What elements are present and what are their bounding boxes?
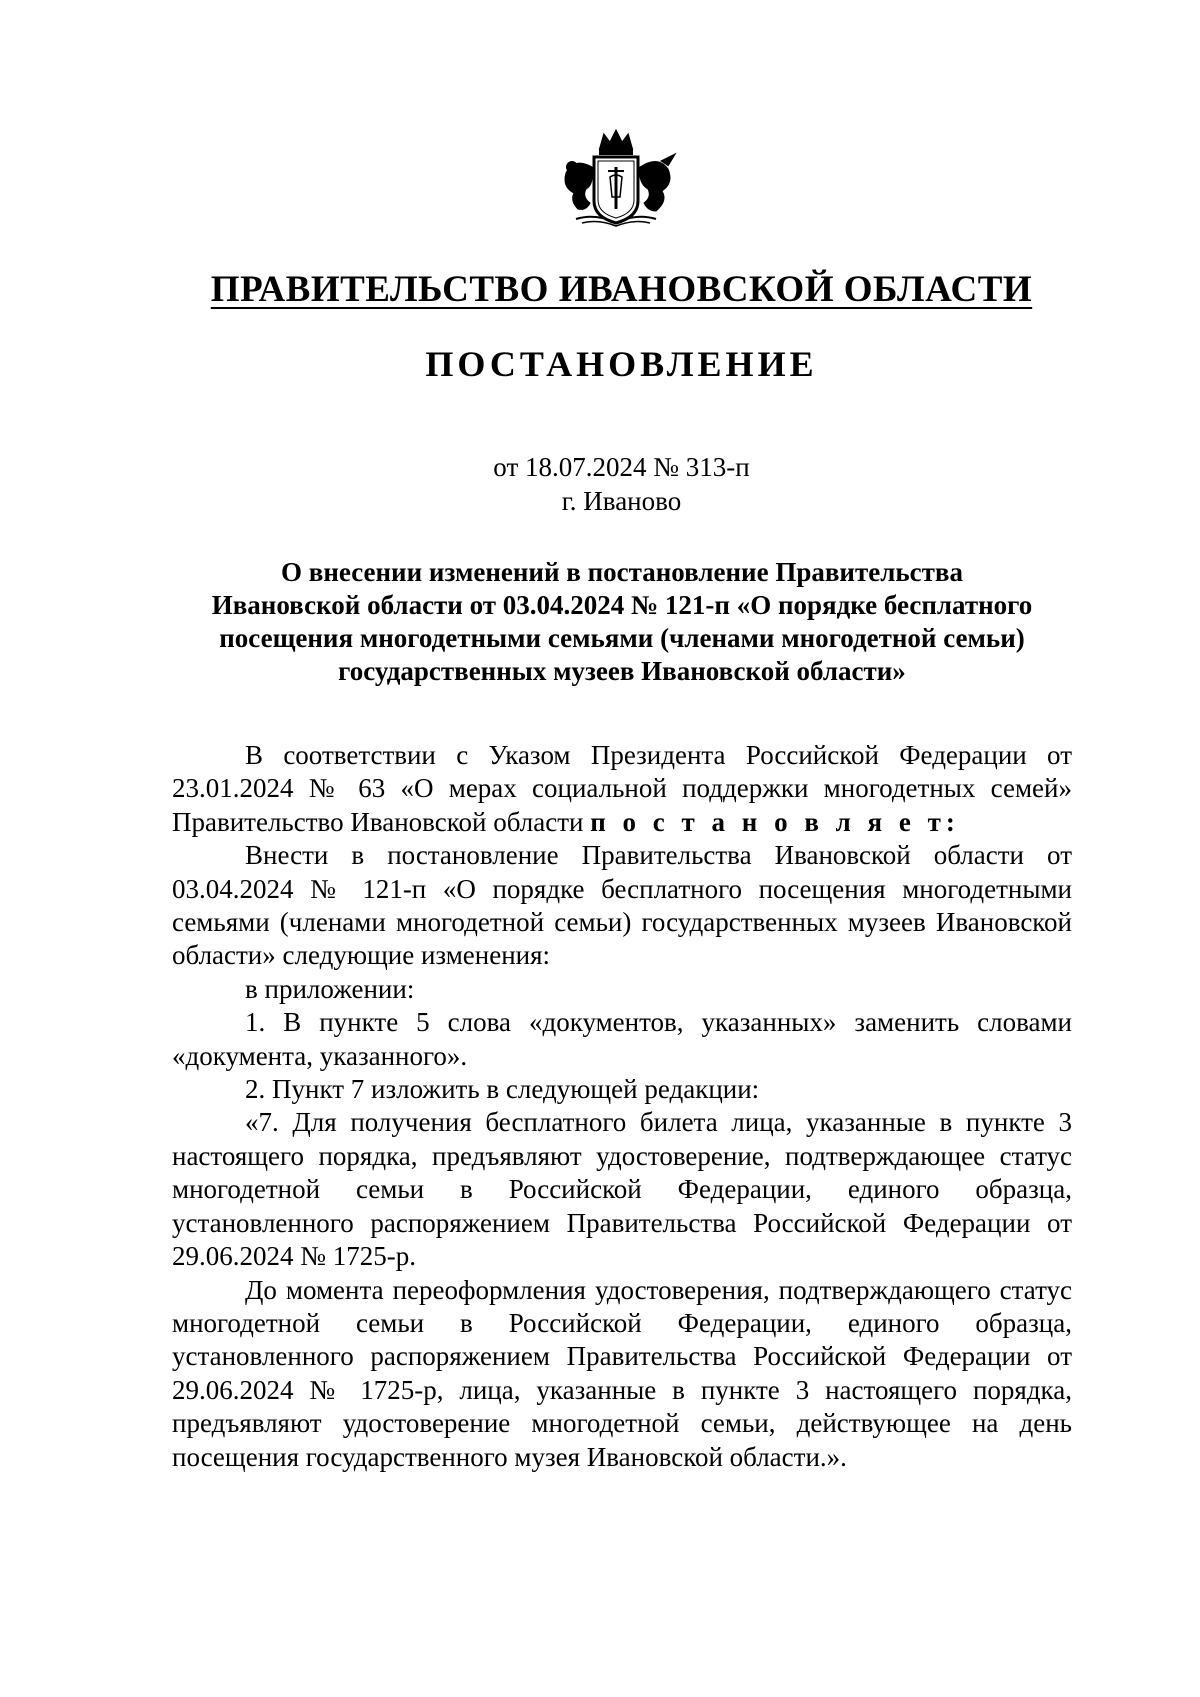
paragraph-amend: Внести в постановление Правительства Ивановской области от 03.04.2024 № 121-п «О порядке бесплатного посещения многодетными семьями (членами многодетной семьи) государственных музеев Ивановской области» следующие изменения: bbox=[172, 840, 1072, 971]
document-type: ПОСТАНОВЛЕНИЕ bbox=[425, 344, 818, 384]
paragraph-item-7: «7. Для получения бесплатного билета лица, указанные в пункте 3 настоящего порядка, предъявляют удостоверение, подтверждающее статус многодетной семьи в Российской Федерации, единого образца, установленного распоряжением Правительства Российской Федерации от 29.06.2024 № 1725-р. bbox=[172, 1107, 1072, 1272]
coat-of-arms-icon bbox=[552, 127, 680, 227]
preamble-text: В соответствии с Указом Президента Российской Федерации от 23.01.2024 № 63 «О мерах социальной поддержки многодетных семей» Правительство Ивановской области bbox=[172, 740, 1072, 837]
paragraph-item-1: 1. В пункте 5 слова «документов, указанных» заменить словами «документа, указанного». bbox=[172, 1007, 1072, 1071]
document-body bbox=[172, 739, 1072, 1474]
document-title-line: государственных музеев Ивановской области» bbox=[338, 656, 906, 686]
paragraph-annex: в приложении: bbox=[245, 973, 415, 1004]
document-title-line: посещения многодетными семьями (членами многодетной семьи) bbox=[219, 623, 1025, 653]
paragraph-item-2: 2. Пункт 7 изложить в следующей редакции: bbox=[245, 1074, 760, 1105]
document-city: г. Иваново bbox=[561, 486, 682, 516]
organization-name: ПРАВИТЕЛЬСТВО ИВАНОВСКОЙ ОБЛАСТИ bbox=[210, 269, 1033, 310]
paragraph-transition: До момента переоформления удостоверения, подтверждающего статус многодетной семьи в Российской Федерации, единого образца, установленного распоряжением Правительства Российской Федерации от 29.06.2024 № 1725-р, лица, указанные в пункте 3 настоящего порядка, предъявляют удостоверение многодетной семьи, действующее на день посещения государственного музея Ивановской области.». bbox=[172, 1274, 1072, 1472]
document-title-line: О внесении изменений в постановление Правительства bbox=[281, 557, 963, 587]
paragraph-preamble bbox=[172, 739, 1072, 839]
document-title-line: Ивановской области от 03.04.2024 № 121-п «О порядке бесплатного bbox=[211, 590, 1033, 620]
document-date-number: от 18.07.2024 № 313-п bbox=[493, 452, 750, 482]
resolves-word: п о с т а н о в л я е т: bbox=[590, 806, 960, 837]
